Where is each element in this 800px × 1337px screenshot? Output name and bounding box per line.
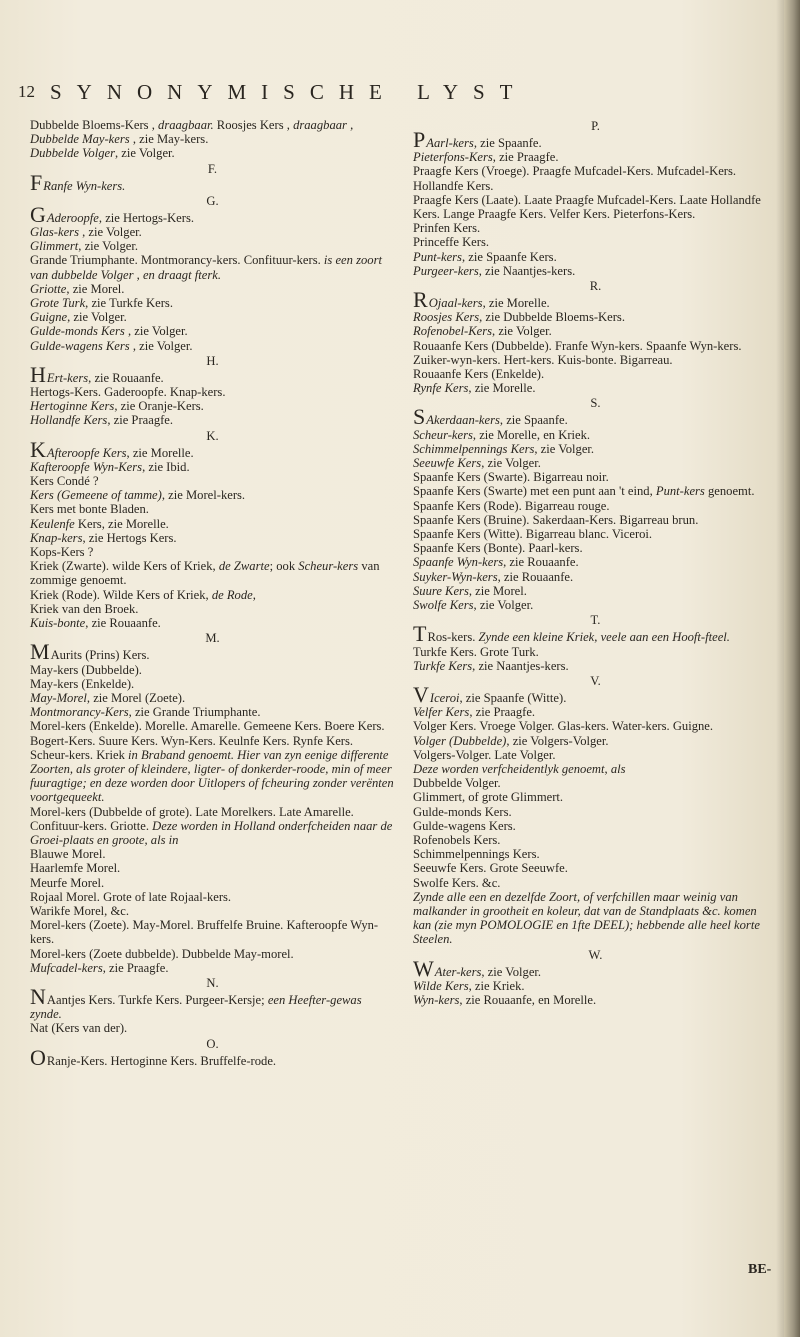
index-entry xyxy=(30,310,395,324)
entry-text: Gulde-monds Kers. xyxy=(413,804,512,819)
entry-text: Glas-kers xyxy=(30,225,79,240)
entry-text: Aarl-kers xyxy=(426,136,474,150)
entry-text: Roosjes Kers , xyxy=(213,118,294,132)
page-edge xyxy=(784,0,800,1337)
entry-text: Volger Kers. Vroege Volger. Glas-kers. Water-kers. Guigne. xyxy=(413,719,714,734)
entry-text: Meurfe Morel. xyxy=(30,875,105,890)
entry-text: Suure Kers xyxy=(413,583,469,598)
index-entry xyxy=(413,127,778,152)
index-entry xyxy=(413,264,778,278)
entry-initial: H xyxy=(30,361,46,387)
index-entry xyxy=(30,602,395,616)
index-entry xyxy=(30,502,395,516)
entry-text: Montmorancy-Kers xyxy=(30,705,129,720)
entry-text: , zie Oranje-Kers. xyxy=(114,399,204,414)
entry-text: Schimmelpennings Kers xyxy=(413,441,535,456)
index-entry xyxy=(30,239,395,253)
entry-text: , zie Praagfe. xyxy=(492,150,559,165)
index-entry xyxy=(413,819,778,833)
index-entry xyxy=(30,118,395,146)
index-entry xyxy=(30,385,395,399)
entry-text: Glimmert xyxy=(30,239,79,254)
entry-text: Ros-kers. xyxy=(427,630,479,645)
index-entry xyxy=(30,361,395,387)
entry-text: Griotte xyxy=(30,281,67,296)
letter-heading: F. xyxy=(207,161,218,176)
entry-text: , zie Morelle. xyxy=(468,381,536,396)
index-entry xyxy=(30,588,395,602)
entry-text: Ranfe Wyn-kers. xyxy=(43,178,126,193)
entry-text: , zie Morel-kers. xyxy=(161,488,246,503)
index-entry xyxy=(30,961,395,975)
entry-text: Spaanfe Kers (Swarte) met een punt aan 't eind, xyxy=(413,484,656,499)
entry-initial: T xyxy=(413,621,427,647)
entry-initial: S xyxy=(413,404,426,430)
entry-text: Turkfe Kers. Grote Turk. xyxy=(413,644,539,659)
entry-text: genoemt. xyxy=(704,484,755,499)
entry-text: , zie Ibid. xyxy=(142,459,190,474)
entry-text: May-Morel xyxy=(30,690,87,705)
index-entry xyxy=(30,201,395,227)
entry-text: May-kers (Enkelde). xyxy=(30,676,135,691)
entry-text: , zie Naantjes-kers. xyxy=(472,658,569,673)
index-entry xyxy=(413,310,778,324)
entry-text: Dubbelde Volger xyxy=(30,146,115,161)
entry-text: , zie Hertogs Kers. xyxy=(82,530,177,545)
entry-text: een Heefter-gewas zynde. xyxy=(30,992,362,1022)
entry-text: Suyker-Wyn-kers xyxy=(413,569,498,584)
entry-text: , zie Volger. xyxy=(115,146,175,161)
entry-text: , zie Morel. xyxy=(66,281,125,296)
index-entry xyxy=(413,513,778,527)
entry-text: Rouaanfe Kers (Dubbelde). Franfe Wyn-kers. Spaanfe Wyn-kers. Zuiker-wyn-kers. Hert-kers. Kuis-bonte. Bigarreau. xyxy=(413,338,742,367)
letter-heading: N. xyxy=(206,975,219,990)
index-entry xyxy=(413,790,778,804)
entry-text: , zie Volger. xyxy=(492,324,552,339)
entry-text: Kafteroopfe Wyn-Kers xyxy=(30,459,143,474)
index-entry xyxy=(30,890,395,904)
entry-text: , zie Rouaanfe, en Morelle. xyxy=(459,992,597,1007)
entry-text: Grote Turk xyxy=(30,296,86,311)
index-entry xyxy=(30,1044,395,1070)
index-entry xyxy=(413,527,778,541)
index-entry xyxy=(413,776,778,790)
entry-text: Volgers-Volger. Late Volger. xyxy=(413,747,556,762)
entry-initial: R xyxy=(413,287,428,313)
catchword: BE- xyxy=(748,1262,772,1277)
entry-text: Spaanfe Kers (Bruine). Sakerdaan-Kers. Bigarreau brun. xyxy=(413,512,699,527)
entry-text: , zie Spaanfe (Witte). xyxy=(459,690,567,705)
letter-heading: O. xyxy=(206,1036,219,1051)
entry-text: Knap-kers xyxy=(30,530,83,545)
entry-text: als xyxy=(610,761,626,776)
entry-text: Afteroopfe Kers xyxy=(46,445,127,460)
entry-text: Dubbelde Bloems-Kers , xyxy=(30,118,159,132)
index-entry xyxy=(413,250,778,264)
entry-text: , zie Volger. xyxy=(534,441,595,456)
entry-initial: P xyxy=(413,127,426,152)
entry-text: Hertogs-Kers. Gaderoopfe. Knap-kers. xyxy=(30,385,226,400)
entry-text: Dubbelde Volger. xyxy=(413,776,501,791)
letter-heading: K. xyxy=(206,428,219,443)
index-entry xyxy=(413,705,778,719)
entry-text: Zynde een kleine Kriek, veele aan een Hooft-fteel. xyxy=(478,630,730,645)
entry-text: Aderoopfe xyxy=(46,210,99,225)
entry-text: Iceroi xyxy=(429,690,460,705)
index-entry xyxy=(30,225,395,239)
letter-heading: T. xyxy=(590,613,601,628)
entry-text: Morel-kers (Dubbelde of grote). Late Morelkers. Late Amarelle. Confituur-kers. Griotte. xyxy=(30,804,354,833)
index-entry xyxy=(413,979,778,993)
entry-text: Zynde alle een en dezelfde Zoort, of verfchillen maar weinig van malkander in grootheit en koleur, dat van de Standplaats &c. komen kan (zie myn POMOLOGIE en 1fte DEEL); hebbende alle heel korte Steelen. xyxy=(413,889,760,947)
index-entry xyxy=(30,474,395,488)
entry-text: Kriek (Rode). Wilde Kers of Kriek, xyxy=(30,587,212,602)
index-entry xyxy=(413,833,778,847)
entry-text: Kers Condé ? xyxy=(30,474,99,489)
index-entry xyxy=(413,235,778,249)
entry-text: de Rode, xyxy=(211,587,256,602)
index-entry xyxy=(30,545,395,559)
entry-text: , zie Praagfe. xyxy=(469,705,536,720)
index-entry xyxy=(30,876,395,890)
entry-text: Grande Triumphante. Montmorancy-kers. Confituur-kers. xyxy=(30,253,324,268)
index-entry xyxy=(413,541,778,555)
entry-text: , zie Praagfe. xyxy=(102,960,169,975)
left-column xyxy=(30,118,395,1068)
entry-text: Spaanfe Kers (Witte). Bigarreau blanc. Viceroi. xyxy=(413,527,653,542)
entry-initial: W xyxy=(413,955,434,981)
index-entry xyxy=(30,705,395,719)
entry-text: Spaanfe Kers (Swarte). Bigarreau noir. xyxy=(413,470,609,485)
entry-text: Aantjes Kers. Turkfe Kers. Purgeer-Kersje; xyxy=(46,992,268,1007)
entry-text: Seeuwfe Kers. Grote Seeuwfe. xyxy=(413,861,568,876)
index-entry xyxy=(30,531,395,545)
index-entry xyxy=(30,639,395,665)
index-entry xyxy=(30,460,395,474)
entry-text: de Zwarte xyxy=(218,559,270,574)
entry-text: , zie Morelle. xyxy=(126,445,194,460)
entry-text: , xyxy=(604,761,611,776)
entry-text: Velfer Kers xyxy=(413,705,470,720)
entry-text: , zie Volger. xyxy=(481,456,541,471)
entry-text: , zie Naantjes-kers. xyxy=(478,263,576,278)
entry-text: draagbaar , Dubbelde May-kers xyxy=(30,118,354,147)
entry-initial: M xyxy=(30,639,50,665)
entry-text: Kers, zie Morelle. xyxy=(74,516,169,531)
entry-text: Rouaanfe Kers (Enkelde). xyxy=(413,367,545,382)
entry-text: is een zoort van dubbelde Volger , en draagt fterk. xyxy=(30,253,382,282)
index-entry xyxy=(413,621,778,647)
index-entry xyxy=(413,164,778,192)
index-entry xyxy=(413,193,778,221)
index-entry xyxy=(30,146,395,160)
entry-text: Deze worden in Holland onderfcheiden naar de Groei-plaats en groote, als in xyxy=(30,818,393,847)
index-entry xyxy=(413,367,778,381)
entry-text: Blauwe Morel. xyxy=(30,847,106,862)
entry-text: Purgeer-kers xyxy=(413,263,479,278)
index-entry xyxy=(413,876,778,890)
entry-initial: K xyxy=(30,436,46,462)
entry-text: Praagfe Kers (Laate). Laate Praagfe Mufcadel-Kers. Laate Hollandfe Kers. Lange Praagfe Kers. Velfer Kers. Pieterfons-Kers. xyxy=(413,192,761,222)
entry-initial: G xyxy=(30,201,46,227)
letter-heading: R. xyxy=(589,279,602,294)
entry-text: , zie Grande Triumphante. xyxy=(128,705,261,720)
entry-text: , zie Spaanfe Kers. xyxy=(461,249,557,264)
entry-text: van zommige genoemt. xyxy=(30,559,380,588)
page-number: 12 xyxy=(18,82,35,101)
entry-text: , zie Volger. xyxy=(78,239,138,254)
entry-text: Kriek van den Broek. xyxy=(30,601,139,616)
entry-text: Wilde Kers xyxy=(413,978,469,993)
entry-text: Praagfe Kers (Vroege). Praagfe Mufcadel-Kers. Mufcadel-Kers. Hollandfe Kers. xyxy=(413,164,737,193)
entry-text: Rynfe Kers xyxy=(413,381,469,396)
index-entry xyxy=(413,719,778,733)
entry-text: Kops-Kers ? xyxy=(30,545,94,560)
entry-text: Hollandfe Kers xyxy=(30,413,108,428)
entry-text: Rofenobels Kers. xyxy=(413,832,501,847)
entry-text: in Braband genoemt. Hier van zyn eenige differente Zoorten, als groter of kleindere, ligter- of donkerder-roode, min of meer fuuragtige; en deze worden door Uitlopers of fcheuring zonder verënten voortgequeekt. xyxy=(30,747,394,805)
index-entry xyxy=(413,456,778,470)
index-entry xyxy=(30,399,395,413)
entry-text: , zie Morelle. xyxy=(482,296,550,311)
index-entry xyxy=(30,1021,395,1035)
index-entry xyxy=(413,150,778,164)
index-entry xyxy=(30,296,395,310)
entry-text: Ater-kers xyxy=(434,964,482,979)
entry-text: Akerdaan-kers xyxy=(426,413,500,428)
entry-text: , zie Rouaanfe. xyxy=(88,370,164,385)
entry-text: , zie May-kers. xyxy=(129,132,209,147)
entry-text: , zie Kriek. xyxy=(468,978,525,993)
entry-text: Turkfe Kers xyxy=(413,658,473,673)
entry-text: , zie Volgers-Volger. xyxy=(506,733,609,748)
index-entry xyxy=(30,324,395,338)
entry-text: Morel-kers (Zoete). May-Morel. Bruffelfe Bruine. Kafteroopfe Wyn-kers. xyxy=(30,918,379,947)
index-entry xyxy=(413,339,778,367)
index-entry xyxy=(413,598,778,612)
entry-text: Scheur-kers xyxy=(413,427,473,442)
letter-heading: V. xyxy=(590,673,601,688)
index-entry xyxy=(413,570,778,584)
entry-text: Warikfe Morel, &c. xyxy=(30,903,129,918)
entry-text: Pieterfons-Kers xyxy=(413,150,493,165)
index-entry xyxy=(413,499,778,513)
index-entry xyxy=(30,691,395,705)
entry-text: , zie Rouaanfe. xyxy=(85,616,161,631)
entry-text: , zie Volger. xyxy=(129,338,193,353)
entry-text: , zie Spaanfe. xyxy=(473,136,542,150)
entry-text: Nat (Kers van der). xyxy=(30,1021,128,1036)
entry-text: Wyn-kers xyxy=(413,992,460,1007)
entry-text: Spaanfe Kers (Bonte). Paarl-kers. xyxy=(413,541,583,556)
index-entry xyxy=(30,282,395,296)
entry-text: Keulenfe xyxy=(30,516,75,531)
entry-text: , zie Morelle, en Kriek. xyxy=(472,427,591,442)
entry-text: Morel-kers (Enkelde). Morelle. Amarelle. Gemeene Kers. Boere Kers. Bogert-Kers. Suure Kers. Wyn-Kers. Keulnfe Kers. Rynfe Kers. Scheur-kers. Kriek xyxy=(30,719,385,762)
letter-heading: W. xyxy=(588,947,603,962)
entry-text: Rofenobel-Kers xyxy=(413,324,493,339)
entry-text: Guigne xyxy=(30,310,68,325)
index-entry xyxy=(30,517,395,531)
index-entry xyxy=(413,645,778,659)
index-entry xyxy=(30,861,395,875)
entry-text: Aurits (Prins) Kers. xyxy=(50,648,150,663)
index-entry xyxy=(413,221,778,235)
entry-text: Ert-kers xyxy=(46,370,89,385)
index-entry xyxy=(30,436,395,462)
index-entry xyxy=(413,287,778,313)
index-entry xyxy=(30,488,395,502)
index-entry xyxy=(413,890,778,947)
entry-text: , zie Volger. xyxy=(67,310,127,325)
entry-initial: F xyxy=(30,169,43,195)
index-entry xyxy=(30,663,395,677)
index-entry xyxy=(30,616,395,630)
index-entry xyxy=(413,381,778,395)
entry-text: Kers met bonte Bladen. xyxy=(30,502,149,517)
entry-text: Scheur-kers xyxy=(298,559,359,574)
entry-text: ; ook xyxy=(269,559,299,574)
index-entry xyxy=(413,428,778,442)
entry-text: Glimmert, of grote Glimmert. xyxy=(413,790,564,805)
right-column xyxy=(413,118,778,1007)
entry-text: Gulde-monds Kers xyxy=(30,324,125,339)
letter-heading: H. xyxy=(206,353,219,368)
index-entry xyxy=(413,734,778,748)
entry-text: , zie Volger. xyxy=(481,964,542,979)
entry-initial: O xyxy=(30,1044,46,1070)
entry-text: Swolfe Kers. &c. xyxy=(413,875,501,890)
index-entry xyxy=(413,484,778,498)
entry-text: , zie Morel (Zoete). xyxy=(86,690,186,705)
index-entry xyxy=(30,847,395,861)
index-entry xyxy=(413,681,778,707)
entry-text: Spaanfe Kers (Rode). Bigarreau rouge. xyxy=(413,498,610,513)
letter-heading: M. xyxy=(205,631,220,646)
entry-text: Prinfen Kers. xyxy=(413,221,481,236)
entry-text: Hertoginne Kers xyxy=(30,399,115,414)
entry-initial: V xyxy=(413,681,429,707)
index-entry xyxy=(30,947,395,961)
index-entry xyxy=(30,253,395,281)
entry-text: , zie Spaanfe. xyxy=(499,413,568,428)
entry-text: , zie Dubbelde Bloems-Kers. xyxy=(479,310,625,325)
index-entry xyxy=(413,805,778,819)
index-entry xyxy=(413,993,778,1007)
entry-text: Kers (Gemeene of tamme) xyxy=(30,488,162,503)
entry-text: Gulde-wagens Kers xyxy=(30,338,130,353)
entry-text: Princeffe Kers. xyxy=(413,235,489,250)
letter-heading: P. xyxy=(591,119,600,133)
entry-text: Seeuwfe Kers xyxy=(413,456,482,471)
index-entry xyxy=(413,442,778,456)
entry-text: , zie Turkfe Kers. xyxy=(85,296,173,311)
index-entry xyxy=(413,470,778,484)
entry-text: Kuis-bonte xyxy=(30,616,86,631)
entry-text: Roosjes Kers xyxy=(413,310,480,325)
index-entry xyxy=(30,559,395,587)
entry-text: Swolfe Kers xyxy=(413,598,474,613)
entry-text: Gulde-wagens Kers. xyxy=(413,818,516,833)
entry-text: , zie Praagfe. xyxy=(107,413,174,428)
entry-initial: N xyxy=(30,983,46,1009)
entry-text: May-kers (Dubbelde). xyxy=(30,662,142,677)
index-entry xyxy=(413,659,778,673)
index-entry xyxy=(30,339,395,353)
entry-text: Spaanfe Wyn-kers xyxy=(413,555,504,570)
index-entry xyxy=(30,918,395,946)
page-header xyxy=(18,80,788,110)
entry-text: , zie Rouaanfe. xyxy=(497,569,574,584)
entry-text: , zie Morel. xyxy=(468,583,527,598)
entry-text: Deze worden verfcheidentlyk genoemt xyxy=(413,761,605,776)
index-entry xyxy=(30,805,395,848)
entry-text: Mufcadel-kers xyxy=(30,960,103,975)
index-entry xyxy=(413,324,778,338)
index-entry xyxy=(413,955,778,981)
index-entry xyxy=(30,677,395,691)
index-entry xyxy=(30,413,395,427)
index-entry xyxy=(413,762,778,776)
index-entry xyxy=(30,904,395,918)
entry-text: Volger (Dubbelde) xyxy=(413,733,507,748)
entry-text: Ojaal-kers xyxy=(428,296,483,311)
letter-heading: G. xyxy=(206,193,219,208)
entry-text: Haarlemfe Morel. xyxy=(30,861,121,876)
index-entry xyxy=(30,719,395,804)
index-entry xyxy=(413,847,778,861)
running-title: SYNONYMISCHE LYST xyxy=(50,80,528,104)
entry-text: Punt-kers xyxy=(655,484,705,499)
index-entry xyxy=(413,748,778,762)
entry-text: Morel-kers (Zoete dubbelde). Dubbelde May-morel. xyxy=(30,946,294,961)
entry-text: , zie Volger. xyxy=(473,598,534,613)
entry-text: , zie Volger. xyxy=(78,225,142,240)
entry-text: Schimmelpennings Kers. xyxy=(413,847,540,862)
index-entry xyxy=(30,983,395,1022)
entry-text: Punt-kers xyxy=(413,249,462,264)
letter-heading: S. xyxy=(590,396,601,411)
index-entry xyxy=(413,584,778,598)
entry-text: , zie Volger. xyxy=(124,324,188,339)
index-entry xyxy=(30,169,395,195)
entry-text: Ranje-Kers. Hertoginne Kers. Bruffelfe-rode. xyxy=(46,1053,277,1068)
index-entry xyxy=(413,861,778,875)
entry-text: , zie Rouaanfe. xyxy=(503,555,579,570)
entry-text: draagbaar. xyxy=(158,118,214,132)
entry-text: , zie Hertogs-Kers. xyxy=(98,210,195,225)
index-entry xyxy=(413,555,778,569)
entry-text: Rojaal Morel. Grote of late Rojaal-kers. xyxy=(30,889,232,904)
entry-text: Kriek (Zwarte). wilde Kers of Kriek, xyxy=(30,559,219,574)
index-entry xyxy=(413,404,778,430)
